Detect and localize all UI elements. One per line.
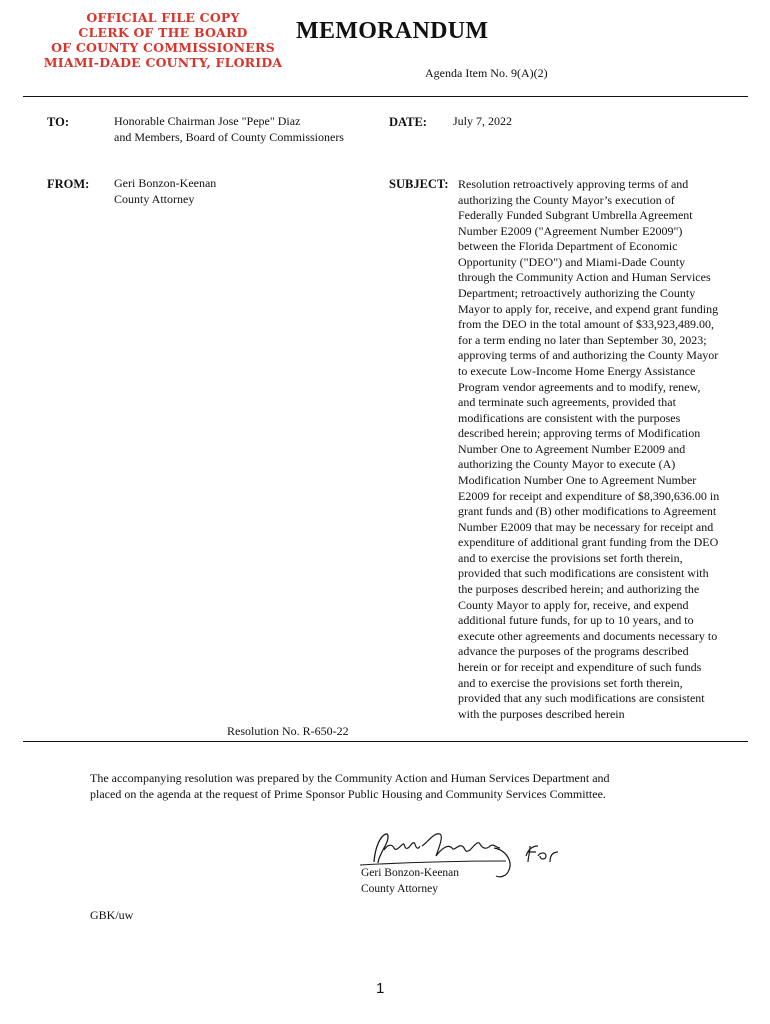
- subject-line: Federally Funded Subgrant Umbrella Agreement: [458, 208, 693, 223]
- subject-line: additional future funds, for up to 10 years, and to: [458, 613, 694, 628]
- subject-line: and to exercise the provisions set forth therein,: [458, 675, 683, 690]
- agenda-item: Agenda Item No. 9(A)(2): [425, 66, 548, 80]
- intro-paragraph: [90, 770, 700, 802]
- intro-line: placed on the agenda at the request of Prime Sponsor Public Housing and Community Services Committee.: [90, 787, 606, 801]
- memo-title: MEMORANDUM: [296, 18, 489, 44]
- subject-line: E2009 for receipt and expenditure of $8,390,636.00 in: [458, 488, 720, 503]
- official-file-copy-stamp: [38, 10, 288, 70]
- subject-line: the purposes described herein; and authorizing the: [458, 582, 700, 597]
- subject-line: advance the purposes of the programs described: [458, 644, 689, 659]
- subject-line: provided that any such modifications are consistent: [458, 691, 705, 706]
- from-sender: [114, 176, 216, 207]
- from-line: County Attorney: [114, 191, 195, 206]
- date-label: DATE:: [389, 115, 427, 129]
- to-label: TO:: [47, 115, 69, 129]
- subject-line: Number E2009 ("Agreement Number E2009"): [458, 223, 683, 238]
- subject-text: [458, 177, 750, 722]
- subject-line: Program vendor agreements and to modify, renew,: [458, 379, 701, 394]
- subject-line: Mayor to apply for, receive, and expend grant funding: [458, 301, 719, 316]
- stamp-line: CLERK OF THE BOARD: [78, 25, 248, 40]
- subject-line: Number E2009 that may be necessary for receipt and: [458, 519, 714, 534]
- signer-title: County Attorney: [361, 882, 438, 895]
- to-line: and Members, Board of County Commissioners: [114, 129, 344, 144]
- stamp-line: MIAMI-DADE COUNTY, FLORIDA: [43, 55, 283, 70]
- resolution-number: Resolution No. R-650-22: [227, 724, 349, 738]
- to-recipients: [114, 114, 344, 145]
- subject-line: authorizing the County Mayor to execute (A): [458, 457, 676, 472]
- subject-line: County Mayor to apply for, receive, and expend: [458, 597, 689, 612]
- subject-line: Number One to Agreement Number E2009 and: [458, 441, 686, 456]
- stamp-line: OF COUNTY COMMISSIONERS: [51, 40, 275, 55]
- signature-block: [361, 866, 459, 897]
- subject-line: Opportunity ("DEO") and Miami-Dade County: [458, 254, 686, 269]
- stamp-line: OFFICIAL FILE COPY: [86, 10, 240, 25]
- date-value: July 7, 2022: [453, 114, 513, 128]
- subject-line: and to exercise the provisions set forth therein,: [458, 550, 683, 565]
- subject-line: Resolution retroactively approving terms of and: [458, 177, 689, 191]
- subject-line: Department; retroactively authorizing the County: [458, 286, 696, 301]
- subject-line: between the Florida Department of Economic: [458, 239, 678, 254]
- subject-line: from the DEO in the total amount of $33,923,489.00,: [458, 317, 714, 332]
- subject-line: modifications are consistent with the purposes: [458, 410, 681, 425]
- subject-divider: [23, 741, 748, 742]
- subject-line: for a term ending no later than September 30, 2023;: [458, 332, 707, 347]
- to-line: Honorable Chairman Jose "Pepe" Diaz: [114, 114, 301, 128]
- subject-label: SUBJECT:: [389, 177, 449, 191]
- subject-line: execute other agreements and documents necessary to: [458, 628, 718, 643]
- subject-line: expenditure of additional grant funding from the DEO: [458, 535, 719, 550]
- subject-line: herein or for receipt and expenditure of such funds: [458, 659, 702, 674]
- from-label: FROM:: [47, 177, 90, 191]
- from-line: Geri Bonzon-Keenan: [114, 176, 217, 190]
- subject-line: described herein; approving terms of Modification: [458, 426, 701, 441]
- subject-line: and terminate such agreements, provided that: [458, 395, 676, 410]
- subject-line: provided that such modifications are consistent with: [458, 566, 709, 581]
- subject-line: authorizing the County Mayor’s execution of: [458, 192, 675, 207]
- subject-line: through the Community Action and Human Services: [458, 270, 711, 285]
- subject-line: approving terms of and authorizing the County Mayor: [458, 348, 719, 363]
- intro-line: The accompanying resolution was prepared by the Community Action and Human Services Department and: [90, 771, 610, 785]
- page-number: 1: [376, 980, 385, 997]
- signer-name: Geri Bonzon-Keenan: [361, 867, 460, 879]
- subject-line: with the purposes described herein: [458, 706, 625, 721]
- header-divider: [23, 96, 748, 97]
- subject-line: to execute Low-Income Home Energy Assistance: [458, 363, 696, 378]
- subject-line: Modification Number One to Agreement Number: [458, 472, 697, 487]
- typist-initials: GBK/uw: [90, 908, 134, 922]
- subject-line: grant funds and (B) other modifications to Agreement: [458, 504, 717, 519]
